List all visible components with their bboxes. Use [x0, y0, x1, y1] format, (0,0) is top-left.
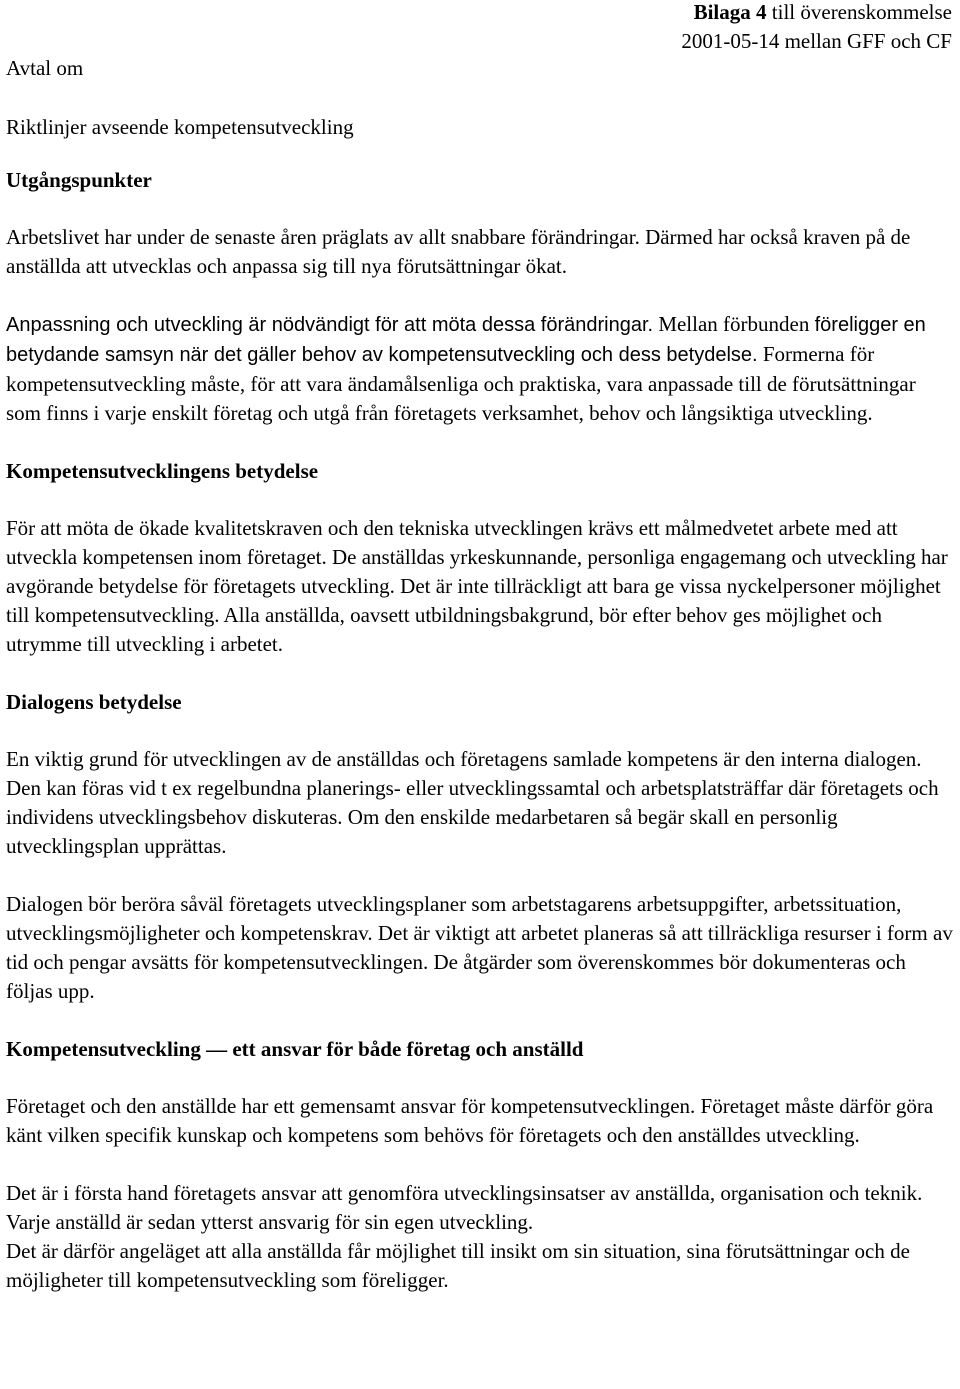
document-body: [6, 113, 954, 1295]
header-title-line: [681, 0, 952, 27]
paragraph-betydelse-1: För att möta de ökade kvalitetskraven och den tekniska utvecklingen krävs ett målmedvetet arbete med att utveckla kompetensen inom företaget. De anställdas yrkeskunnande, personliga engagemang och utveckling har avgörande betydelse för företagets utveckling. Det är inte tillräckligt att bara ge vissa nyckelpersoner möjlighet till kompetensutveckling. Alla anställda, oavsett utbildningsbakgrund, bör efter behov ges möjlighet och utrymme till utveckling i arbetet.: [6, 516, 948, 656]
paragraph-ansvar-2b: Det är därför angeläget att alla anställda får möjlighet till insikt om sin situation, sina förutsättningar och de möjligheter till kompetensutveckling som föreligger.: [6, 1239, 910, 1292]
heading-dialog: Dialogens betydelse: [6, 690, 182, 714]
header-date-line: 2001-05-14 mellan GFF och CF: [681, 29, 952, 53]
paragraph-utgangspunkter-1: Arbetslivet har under de senaste åren präglats av allt snabbare förändringar. Därmed har också kraven på de anställda att utvecklas och anpassa sig till nya förutsättningar ökat.: [6, 225, 911, 278]
document-header: [681, 0, 952, 56]
paragraph-utgangspunkter-2-part-a: Anpassning och utveckling är nödvändigt för att möta dessa förändringar.: [6, 314, 654, 336]
avtal-label: Avtal om: [6, 56, 84, 80]
header-title-bold: Bilaga 4: [693, 0, 767, 24]
paragraph-utgangspunkter-2-part-d: Formerna för kompetensutveckling måste, för att vara ändamålsenliga och praktiska, vara anpassade till de förutsättningar som finns i varje enskilt företag och utgå från företagets verksamhet, behov och långsiktiga utveckling.: [6, 342, 916, 425]
heading-utgangspunkter: Utgångspunkter: [6, 168, 152, 192]
document-subtitle: Riktlinjer avseende kompetensutveckling: [6, 115, 354, 139]
header-title-rest: till överenskommelse: [766, 0, 952, 24]
paragraph-utgangspunkter-2: [6, 310, 954, 428]
paragraph-dialog-2: Dialogen bör beröra såväl företagets utvecklingsplaner som arbetstagarens arbetsuppgifter, arbetssituation, utvecklingsmöjligheter och kompetenskrav. Det är viktigt att arbetet planeras så att tillräckliga resurser i form av tid och pengar avsätts för kompetensutvecklingen. De åtgärder som överenskommes bör dokumenteras och följas upp.: [6, 892, 953, 1003]
paragraph-ansvar-2a: Det är i första hand företagets ansvar att genomföra utvecklingsinsatser av anställda, organisation och teknik. Varje anställd är sedan ytterst ansvarig för sin egen utveckling.: [6, 1181, 923, 1234]
heading-ansvar: Kompetensutveckling — ett ansvar för både företag och anställd: [6, 1037, 584, 1061]
paragraph-utgangspunkter-2-part-c: föreligger en betydande samsyn när det gäller behov av kompetensutveckling och dess betydelse.: [6, 314, 926, 366]
paragraph-dialog-1: En viktig grund för utvecklingen av de anställdas och företagens samlade kompetens är den interna dialogen. Den kan föras vid t ex regelbundna planerings- eller utvecklingssamtal och arbetsplatsträffar där företagets och individens utvecklingsbehov diskuteras. Om den enskilde medarbetaren så begär skall en personlig utvecklingsplan upprättas.: [6, 747, 939, 858]
paragraph-ansvar-1: Företaget och den anställde har ett gemensamt ansvar för kompetensutvecklingen. Företaget måste därför göra känt vilken specifik kunskap och kompetens som behövs för företagets och den anställdes utveckling.: [6, 1094, 934, 1147]
paragraph-utgangspunkter-2-part-b: Mellan förbunden: [653, 312, 815, 336]
heading-betydelse: Kompetensutvecklingens betydelse: [6, 459, 319, 483]
